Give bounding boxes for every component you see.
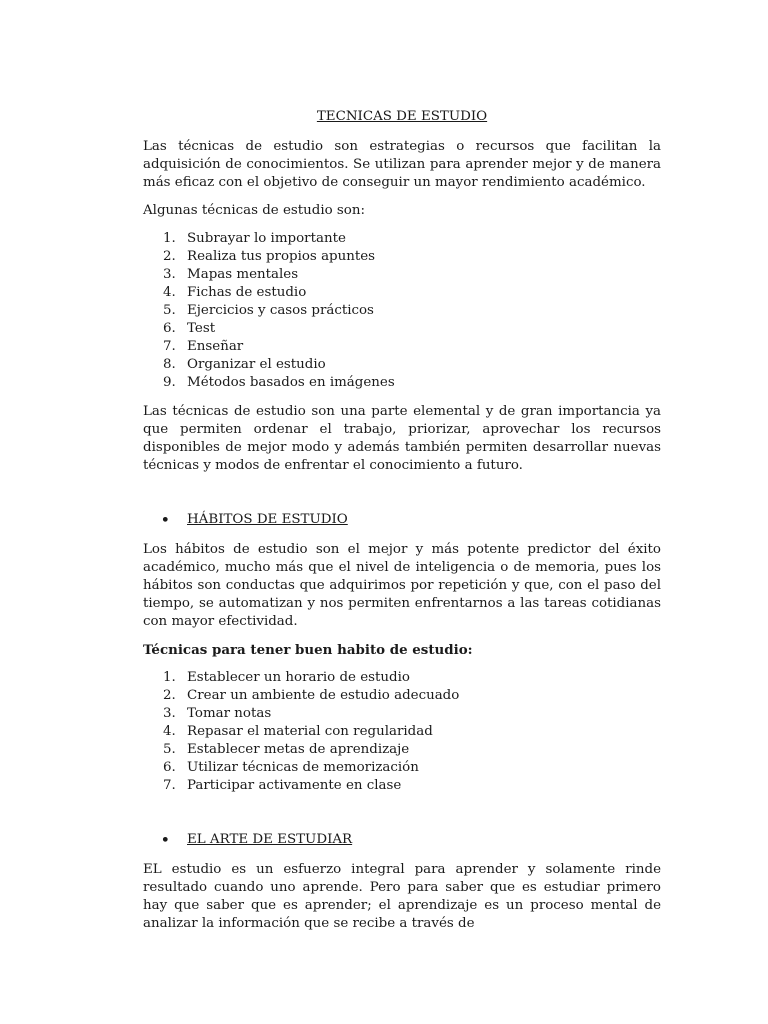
list-item: 4. Repasar el material con regularidad <box>163 724 433 739</box>
list-item: 8. Organizar el estudio <box>163 357 326 372</box>
intro-paragraph: Las técnicas de estudio son estrategias o recursos que facilitan la adquisición de conocimientos. Se utilizan para aprender mejor y de manera más eficaz con el objetivo de conseguir un mayor rendimiento académico. <box>143 139 661 190</box>
habits-paragraph: Los hábitos de estudio son el mejor y más potente predictor del éxito académico, mucho más que el nivel de inteligencia o de memoria, pues los hábitos son conductas que adquirimos por repetición y que, con el paso del tiempo, se automatizan y nos permiten enfrentarnos a las tareas cotidianas con mayor efectividad. <box>143 542 661 629</box>
habits-subheading: Técnicas para tener buen habito de estudio: <box>143 642 473 658</box>
importance-paragraph: Las técnicas de estudio son una parte elemental y de gran importancia ya que permiten ordenar el trabajo, priorizar, aprovechar los recursos disponibles de mejor modo y además también permiten desarrollar nuevas técnicas y modos de enfrentar el conocimiento a futuro. <box>143 404 661 473</box>
list-item: 2. Realiza tus propios apuntes <box>163 249 376 264</box>
list-item: 1. Subrayar lo importante <box>163 231 346 246</box>
habits-list <box>143 669 661 795</box>
list-item: 7. Participar activamente en clase <box>163 778 402 793</box>
list-item: 5. Establecer metas de aprendizaje <box>163 742 410 757</box>
list1-heading: Algunas técnicas de estudio son: <box>143 203 366 218</box>
bullet-icon: • <box>161 512 170 528</box>
list-item: 6. Test <box>163 321 216 336</box>
art-paragraph: EL estudio es un esfuerzo integral para aprender y solamente rinde resultado cuando uno aprende. Pero para saber que es estudiar primero hay que saber que es aprender; el aprendizaje es un proceso mental de analizar la información que se recibe a través de <box>143 862 661 931</box>
document-page <box>143 108 661 943</box>
section-heading-art: • EL ARTE DE ESTUDIAR <box>161 832 353 848</box>
section-heading-habits: • HÁBITOS DE ESTUDIO <box>161 512 348 528</box>
list-item: 6. Utilizar técnicas de memorización <box>163 760 419 775</box>
list-item: 3. Tomar notas <box>163 706 272 721</box>
list-item: 9. Métodos basados en imágenes <box>163 375 395 390</box>
study-techniques-list <box>143 230 661 392</box>
list-item: 4. Fichas de estudio <box>163 285 307 300</box>
list-item: 2. Crear un ambiente de estudio adecuado <box>163 688 460 703</box>
list-item: 1. Establecer un horario de estudio <box>163 670 410 685</box>
bullet-icon: • <box>161 832 170 848</box>
list-item: 3. Mapas mentales <box>163 267 299 282</box>
list-item: 7. Enseñar <box>163 339 244 354</box>
list-item: 5. Ejercicios y casos prácticos <box>163 303 374 318</box>
page-title: TECNICAS DE ESTUDIO <box>316 109 488 124</box>
